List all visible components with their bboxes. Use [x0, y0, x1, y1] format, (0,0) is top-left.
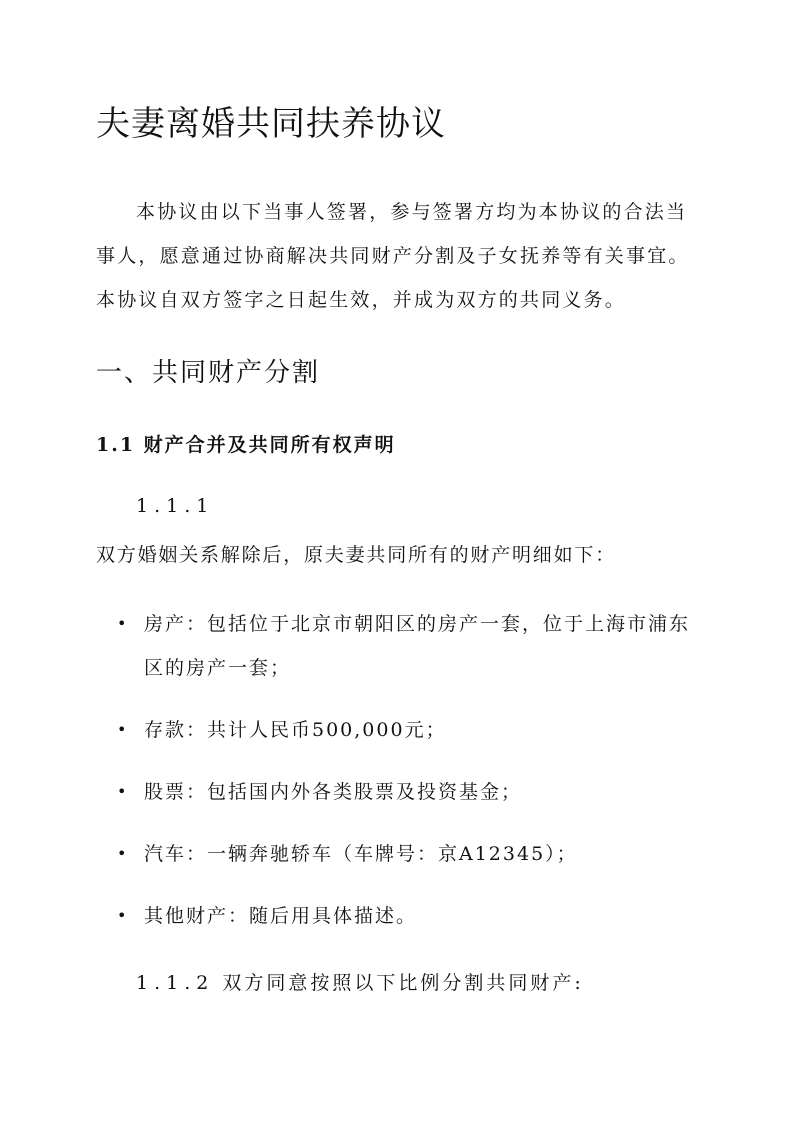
clause-text-1-1-2: 双方同意按照以下比例分割共同财产: — [222, 972, 584, 994]
list-item — [96, 708, 706, 752]
document-title: 夫妻离婚共同扶养协议 — [96, 104, 446, 144]
list-item — [96, 602, 706, 690]
asset-text: 股票：包括国内外各类股票及投资基金； — [144, 781, 523, 803]
asset-list — [96, 602, 706, 956]
subsection-heading-1-1: 1.1 财产合并及共同所有权声明 — [96, 434, 396, 456]
bullet-icon: • — [117, 782, 129, 801]
clause-1-1-2 — [136, 968, 584, 995]
clause-number-1-1-1: 1.1.1 — [136, 495, 215, 517]
clause-number-1-1-2: 1.1.2 — [136, 972, 215, 994]
list-item — [96, 894, 706, 938]
list-item — [96, 770, 706, 814]
asset-text: 汽车：一辆奔驰轿车（车牌号：京A12345）； — [144, 843, 578, 865]
bullet-icon: • — [117, 906, 129, 925]
section-heading-property-division: 一、共同财产分割 — [96, 358, 321, 388]
bullet-icon: • — [117, 844, 129, 863]
intro-paragraph: 本协议由以下当事人签署，参与签署方均为本协议的合法当事人，愿意通过协商解决共同财产分割及子女抚养等有关事宜。本协议自双方签字之日起生效，并成为双方的共同义务。 — [96, 201, 690, 311]
asset-text: 存款：共计人民币500,000元； — [144, 719, 447, 741]
list-item — [96, 832, 706, 876]
bullet-icon: • — [117, 614, 129, 633]
asset-text: 房产：包括位于北京市朝阳区的房产一套，位于上海市浦东区的房产一套； — [144, 613, 691, 679]
bullet-icon: • — [117, 720, 129, 739]
asset-text: 其他财产：随后用具体描述。 — [144, 905, 418, 927]
clause-text-1-1-1: 双方婚姻关系解除后，原夫妻共同所有的财产明细如下： — [96, 544, 617, 566]
